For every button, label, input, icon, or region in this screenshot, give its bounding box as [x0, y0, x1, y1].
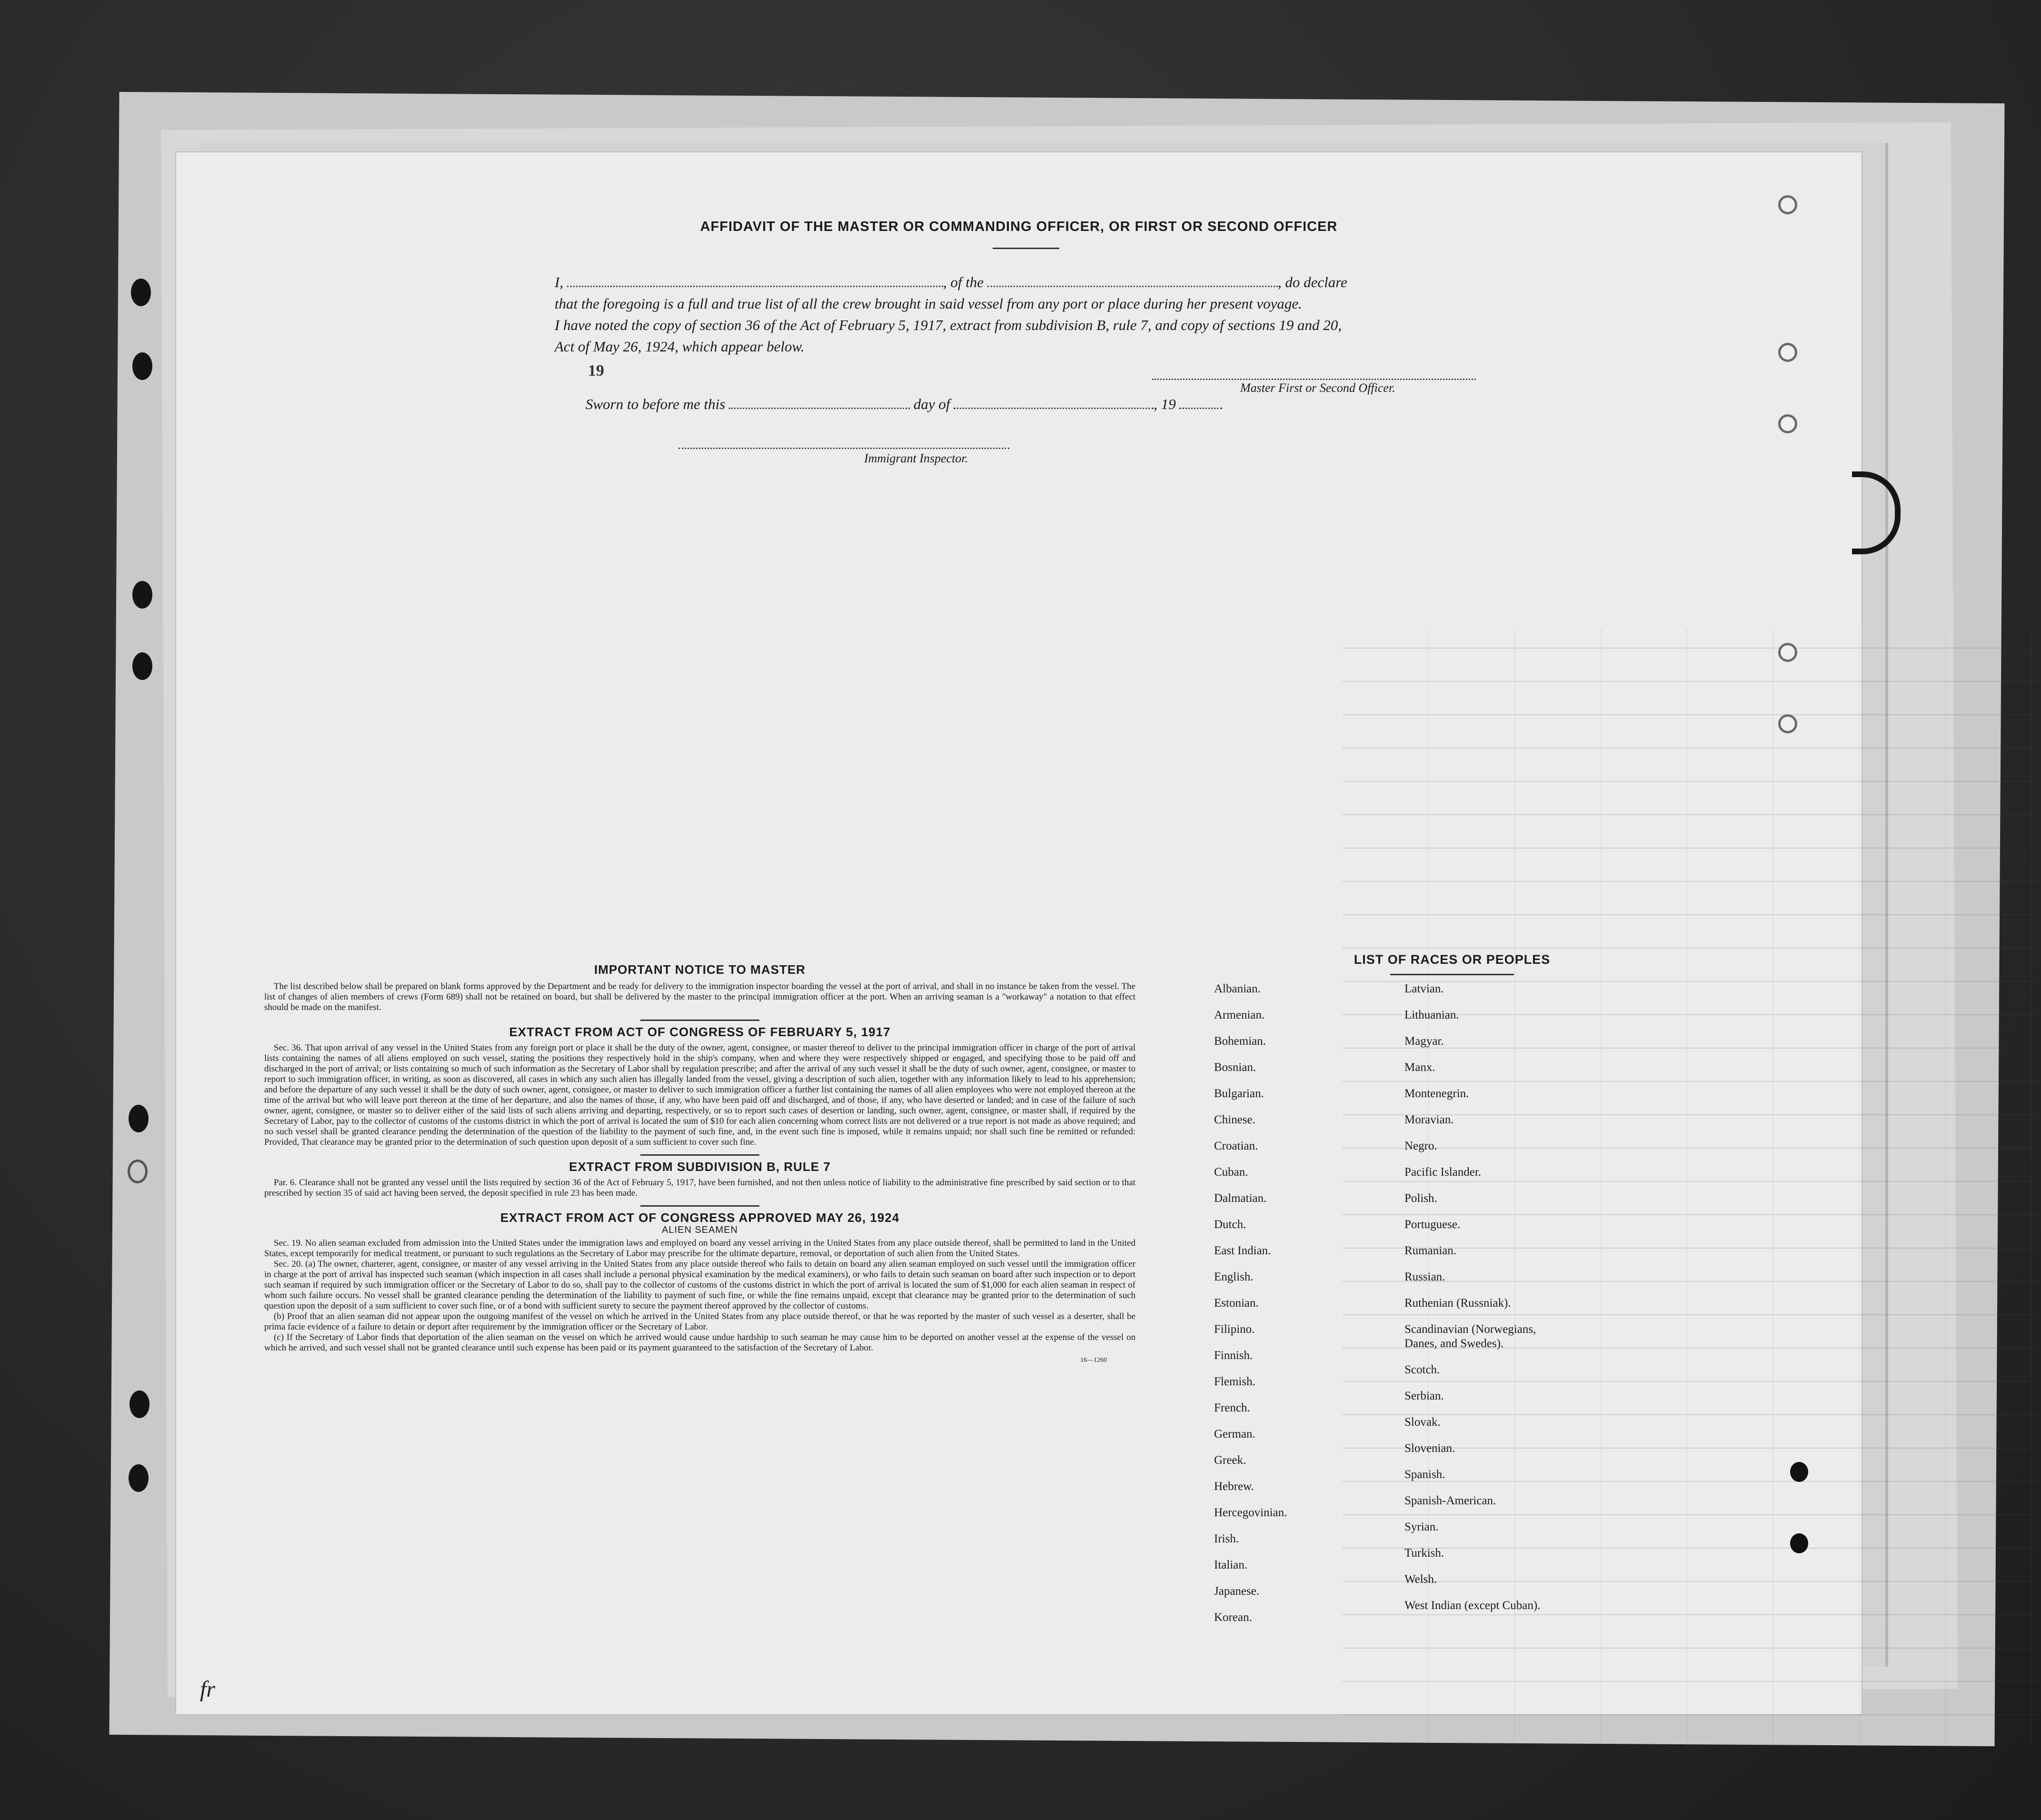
- form-number: 16—1260: [1080, 1357, 1107, 1364]
- race-item: German.: [1214, 1428, 1255, 1440]
- section-20b-text: (b) Proof that an alien seaman did not appear upon the outgoing manifest of the vessel on which he arrived in the United States from any place outside thereof, or that he was reported by the master of such vessel as a deserter, shall be prima facie evidence of a failure to detain or deport after requirement by the immigration officer or the Secretary of Labor.: [264, 1311, 1135, 1332]
- extract-1917-text: Sec. 36. That upon arrival of any vessel in the United States from any foreign port or place it shall be the duty of the owner, agent, consignee, or master thereof to deliver to the principal immigration officer in charge of the port of arrival lists containing the names of all aliens employed on such vessel, stating the positions they respectively hold in the ship's company, when and where they were respectively shipped or engaged, and specifying those to be paid off and discharged in the port of arrival; or lists containing so much of such information as the Secretary of Labor shall by regulation prescribe; and after the arrival of any such vessel it shall be the duty of such owner, agent, consignee, or master to report to such immigration officer, in writing, as soon as discovered, all cases in which any such alien has illegally landed from the vessel, giving a description of such alien, together with any information likely to lead to his apprehension; and before the departure of any such vessel it shall be the duty of such owner, agent, consignee, or master to deliver to such immigration officer a further list containing the names of all alien employees who were not employed thereon at the time of the arrival but who will leave port thereon at the time of her departure, and also the names of those, if any, who have been paid off and discharged, and of those, if any, who have deserted or landed; and in case of the failure of such owner, agent, consignee, or master so to deliver either of the said lists of such aliens arriving and departing, respectively, or so to report such cases of desertion or landing, such owner, agent, consignee, or master shall, if required by the Secretary of Labor, pay to the collector of customs of the customs district in which the port of arrival is located the sum of $10 for each alien concerning whom correct lists are not delivered or a true report is not made as above required; and no such vessel shall be granted clearance pending the determination of the question of the liability to the payment of such fine, and, in the event such fine is imposed, while it remains unpaid; nor shall such fine be remitted or refunded: Provided, That clearance may be granted prior to the determination of such question upon deposit of a sum sufficient to cover such fine.: [264, 1043, 1135, 1147]
- name-field[interactable]: [567, 273, 943, 287]
- declaration-line: [555, 271, 1650, 293]
- race-item: Bulgarian.: [1214, 1087, 1264, 1100]
- race-item: East Indian.: [1214, 1244, 1271, 1257]
- races-title: LIST OF RACES OR PEOPLES: [1354, 952, 1551, 967]
- punch-hole: [128, 1160, 148, 1183]
- punch-hole: [129, 1464, 149, 1492]
- punch-hole: [131, 279, 151, 306]
- race-item: Hercegovinian.: [1214, 1506, 1287, 1519]
- race-item: Slovenian.: [1404, 1442, 1455, 1455]
- race-item: Ruthenian (Russniak).: [1404, 1297, 1511, 1310]
- punch-hole: [1778, 195, 1797, 214]
- extract-1917-title: EXTRACT FROM ACT OF CONGRESS OF FEBRUARY 5, 1917: [509, 1025, 891, 1039]
- punch-hole: [132, 352, 152, 380]
- sworn-label: Sworn to before me this: [586, 396, 726, 412]
- divider: [640, 1205, 759, 1207]
- extract-rule7-title: EXTRACT FROM SUBDIVISION B, RULE 7: [569, 1160, 831, 1174]
- race-item: Japanese.: [1214, 1585, 1260, 1598]
- punch-hole: [1790, 1462, 1808, 1482]
- divider: [640, 1020, 759, 1021]
- race-item: Spanish-American.: [1404, 1494, 1496, 1507]
- race-item: Chinese.: [1214, 1113, 1255, 1126]
- sworn-month-field[interactable]: [954, 395, 1154, 409]
- divider: [640, 1154, 759, 1156]
- affidavit-title: AFFIDAVIT OF THE MASTER OR COMMANDING OFFICER, OR FIRST OR SECOND OFFICER: [700, 219, 1338, 234]
- affidavit-text-line: that the foregoing is a full and true list of all the crew brought in said vessel from any port or place during her present voyage.: [555, 295, 1302, 312]
- race-item: Filipino.: [1214, 1323, 1255, 1336]
- race-item: English.: [1214, 1270, 1254, 1283]
- race-item: Finnish.: [1214, 1349, 1253, 1362]
- race-item: Lithuanian.: [1404, 1009, 1459, 1021]
- vessel-field[interactable]: [987, 273, 1278, 287]
- master-signature-field[interactable]: [1152, 379, 1476, 380]
- punch-hole: [1790, 1533, 1808, 1553]
- notice-column: [264, 964, 1135, 1366]
- race-item: Scandinavian (Norwegians, Danes, and Swedes).: [1404, 1323, 1536, 1350]
- race-item: Montenegrin.: [1404, 1087, 1469, 1100]
- extract-rule7-text: Par. 6. Clearance shall not be granted any vessel until the lists required by section 36 of the Act of February 5, 1917, have been furnished, and not then unless notice of liability to the administrative fine prescribed by said section or to that prescribed by section 35 of said act having been served, the deposit specified in rule 23 has been made.: [264, 1178, 1135, 1198]
- extract-1924-title: EXTRACT FROM ACT OF CONGRESS APPROVED MAY 26, 1924: [500, 1210, 900, 1225]
- punch-hole: [129, 1105, 149, 1132]
- race-item: Serbian.: [1404, 1390, 1444, 1402]
- race-item: Negro.: [1404, 1140, 1437, 1152]
- races-column-2: [1404, 982, 1671, 1625]
- race-item: Irish.: [1214, 1532, 1239, 1545]
- race-item: Greek.: [1214, 1454, 1246, 1467]
- divider: [993, 248, 1059, 249]
- affidavit-text-line: I have noted the copy of section 36 of the Act of February 5, 1917, extract from subdivision B, rule 7, and copy of sections 19 and 20,: [555, 317, 1342, 333]
- punch-hole: [132, 652, 152, 680]
- notice-title: IMPORTANT NOTICE TO MASTER: [594, 962, 806, 977]
- race-item: Syrian.: [1404, 1520, 1439, 1533]
- race-item: Turkish.: [1404, 1547, 1444, 1560]
- race-item: Dutch.: [1214, 1218, 1246, 1231]
- race-item: Moravian.: [1404, 1113, 1454, 1126]
- races-list: [1190, 952, 1714, 1696]
- master-signature-label: Master First or Second Officer.: [1240, 381, 1395, 395]
- year-label: , 19: [1154, 396, 1176, 412]
- race-item: Pacific Islander.: [1404, 1166, 1482, 1179]
- race-item: Rumanian.: [1404, 1244, 1457, 1257]
- race-item: Magyar.: [1404, 1035, 1444, 1048]
- punch-hole: [1778, 414, 1797, 433]
- race-item: Italian.: [1214, 1559, 1248, 1571]
- race-item: Spanish.: [1404, 1468, 1445, 1481]
- race-item: Armenian.: [1214, 1009, 1265, 1021]
- race-item: West Indian (except Cuban).: [1404, 1599, 1541, 1612]
- affidavit-body: [555, 271, 1650, 357]
- do-declare-label: , do declare: [1277, 274, 1347, 290]
- race-item: Estonian.: [1214, 1297, 1259, 1310]
- section-20c-text: (c) If the Secretary of Labor finds that deportation of the alien seaman on the vessel on which he arrived would cause undue hardship to such seaman he may cause him to be deported on another vessel at the expense of the vessel on which he arrived, and such vessel shall not be granted clearance until such expense has been paid or its payment guaranteed to the satisfaction of the Secretary of Labor.: [264, 1332, 1135, 1353]
- race-item: Hebrew.: [1214, 1480, 1254, 1493]
- affidavit-text-line: Act of May 26, 1924, which appear below.: [555, 338, 805, 355]
- section-20a-text: Sec. 20. (a) The owner, charterer, agent, consignee, or master of any vessel arriving in the United States from any place outside thereof who fails to detain on board any alien seaman employed on such vessel until the immigration officer in charge at the port of arrival has inspected such seaman (which inspection in all cases shall include a personal physical examination by the medical examiners), or who fails to detain such seaman on board after such inspection or to deport such seaman if required by such immigration officer or the Secretary of Labor to do so, shall pay to the collector of customs of the customs district in which the port of arrival is located the sum of $1,000 for each alien seaman in respect of whom such failure occurs. No vessel shall be granted clearance pending the determination of the liability to payment of such fine, or while the fine remains unpaid, except that clearance may be granted prior to the determination of such question upon the deposit of a sum sufficient to cover such fine, or of a bond with sufficient surety to secure the payment thereof approved by the collector of customs.: [264, 1259, 1135, 1311]
- punch-hole: [129, 1390, 149, 1418]
- race-item: Portuguese.: [1404, 1218, 1461, 1231]
- of-the-label: , of the: [943, 274, 984, 290]
- race-item: Scotch.: [1404, 1363, 1440, 1376]
- race-item: Latvian.: [1404, 982, 1444, 995]
- race-item: Bohemian.: [1214, 1035, 1266, 1048]
- section-19-text: Sec. 19. No alien seaman excluded from admission into the United States under the immigration laws and employed on board any vessel arriving in the United States from any place outside thereof, shall be permitted to land in the United States, except temporarily for medical treatment, or pursuant to such regulations as the Secretary of Labor may prescribe for the ultimate departure, removal, or deportation of such alien from the United States.: [264, 1238, 1135, 1259]
- handwritten-mark: 19: [588, 362, 604, 380]
- punch-hole: [132, 581, 152, 609]
- sworn-year-field[interactable]: [1179, 395, 1222, 409]
- inspector-label: Immigrant Inspector.: [864, 451, 968, 465]
- sworn-line: [586, 395, 1222, 413]
- race-item: Albanian.: [1214, 982, 1261, 995]
- race-item: Slovak.: [1404, 1416, 1441, 1429]
- race-item: Cuban.: [1214, 1166, 1248, 1179]
- races-columns: [1190, 982, 1714, 1696]
- race-item: Bosnian.: [1214, 1061, 1256, 1074]
- sworn-day-field[interactable]: [729, 395, 910, 409]
- race-item: Croatian.: [1214, 1140, 1258, 1152]
- race-item: Korean.: [1214, 1611, 1252, 1624]
- affidavit-sheet: [176, 152, 1862, 1714]
- race-item: Welsh.: [1404, 1573, 1437, 1586]
- races-column-1: [1214, 982, 1385, 1637]
- extract-1924-subtitle: ALIEN SEAMEN: [662, 1225, 738, 1235]
- race-item: Polish.: [1404, 1192, 1437, 1205]
- race-item: French.: [1214, 1401, 1250, 1414]
- day-of-label: day of: [913, 396, 950, 412]
- race-item: Manx.: [1404, 1061, 1435, 1074]
- race-item: Dalmatian.: [1214, 1192, 1267, 1205]
- punch-hole: [1778, 643, 1797, 662]
- punch-hole: [1778, 714, 1797, 733]
- inspector-signature-field[interactable]: [678, 448, 1009, 449]
- handwritten-mark: fr: [200, 1677, 216, 1702]
- i-label: I,: [555, 274, 564, 290]
- punch-hole: [1778, 343, 1797, 362]
- race-item: Russian.: [1404, 1270, 1445, 1283]
- race-item: Flemish.: [1214, 1375, 1255, 1388]
- notice-text: The list described below shall be prepared on blank forms approved by the Department and be ready for delivery to the immigration inspector boarding the vessel at the port of arrival, and shall in no instance be taken from the vessel. The list of changes of alien members of crews (Form 689) shall not be retained on board, but shall be delivered by the master to the principal immigration officer at the port. When an arriving seaman is a "workaway" a notation to that effect should be made on the manifest.: [264, 981, 1135, 1012]
- divider: [1390, 974, 1514, 975]
